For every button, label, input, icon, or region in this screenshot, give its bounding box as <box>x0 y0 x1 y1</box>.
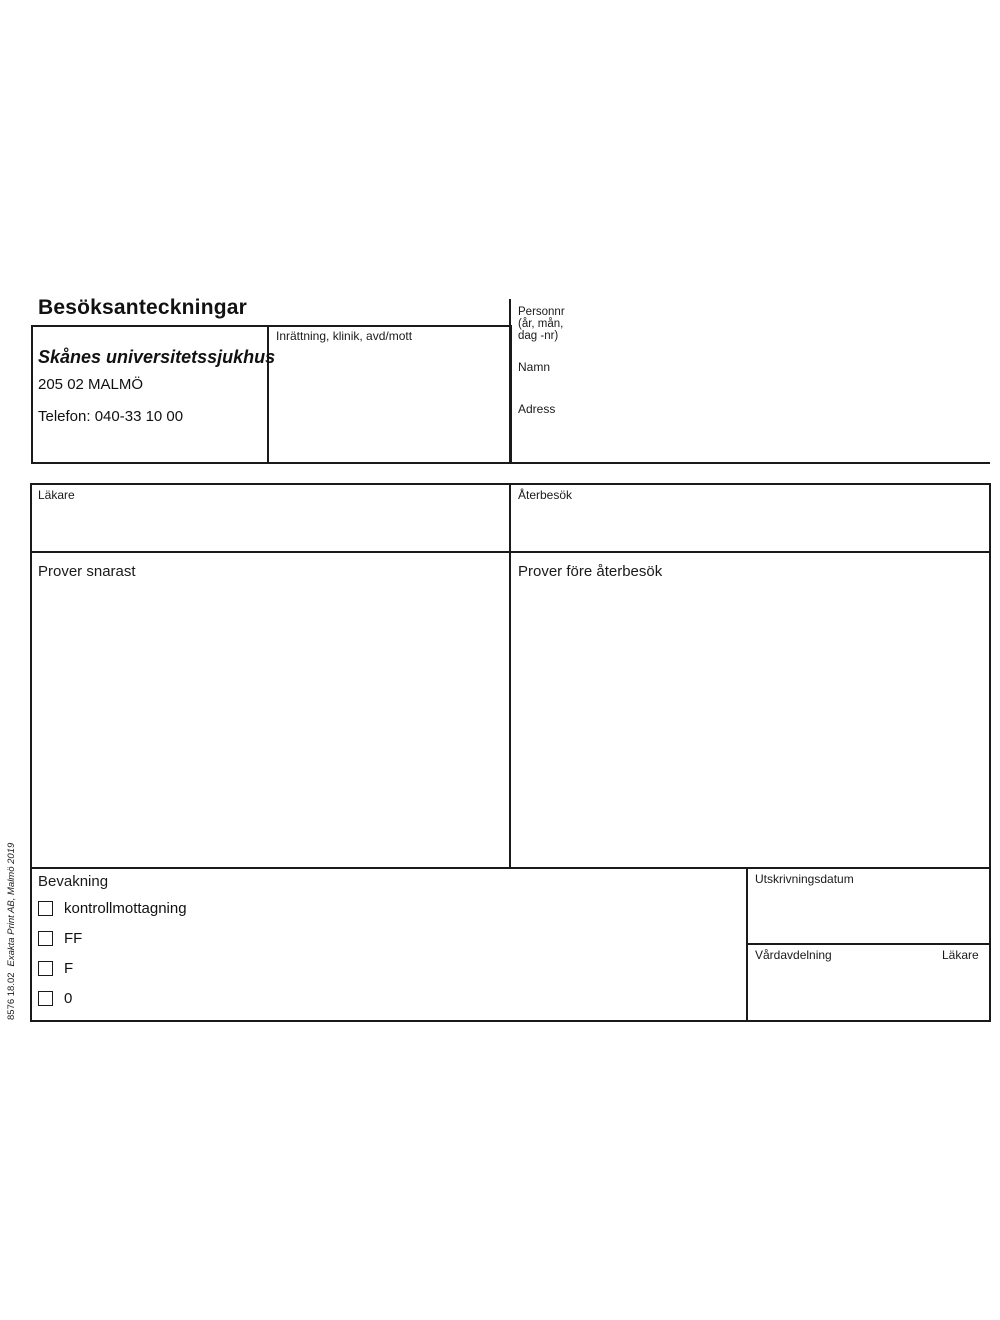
checkbox-f[interactable] <box>38 961 53 976</box>
print-code: 8576 18.02 <box>6 972 17 1020</box>
hospital-postal-address: 205 02 MALMÖ <box>38 376 144 393</box>
personnr-hint-1: (år, mån, <box>518 318 564 330</box>
doctor-field[interactable] <box>34 506 504 548</box>
tests-asap-field[interactable] <box>34 584 504 864</box>
discharge-date-field[interactable] <box>751 890 985 940</box>
name-label: Namn <box>518 360 551 374</box>
doctor-label: Läkare <box>38 488 75 502</box>
ward-field[interactable] <box>751 966 985 1016</box>
discharge-date-label: Utskrivningsdatum <box>755 872 854 886</box>
monitoring-option-label: FF <box>64 929 83 947</box>
tests-asap-label: Prover snarast <box>38 563 136 580</box>
personnr-label: Personnr <box>518 306 565 318</box>
print-info <box>6 843 17 1020</box>
patient-bottom-rule <box>509 462 990 464</box>
monitoring-option[interactable] <box>38 959 73 977</box>
ward-doctor-label: Läkare <box>942 948 979 962</box>
checkbox-ff[interactable] <box>38 931 53 946</box>
address-label: Adress <box>518 402 556 416</box>
monitoring-label: Bevakning <box>38 873 109 890</box>
checkbox-0[interactable] <box>38 991 53 1006</box>
monitoring-option[interactable] <box>38 989 72 1007</box>
revisit-label: Återbesök <box>518 488 573 502</box>
unit-field[interactable] <box>270 346 506 458</box>
ward-label: Vårdavdelning <box>755 948 832 962</box>
name-field[interactable] <box>560 352 985 390</box>
monitoring-option[interactable] <box>38 929 82 947</box>
personnr-hint-2: dag -nr) <box>518 330 559 342</box>
patient-column-divider <box>509 299 511 464</box>
hospital-phone: Telefon: 040-33 10 00 <box>38 408 184 425</box>
revisit-field[interactable] <box>514 506 984 548</box>
monitoring-option-label: kontrollmottagning <box>64 899 187 917</box>
tests-before-revisit-label: Prover före återbesök <box>518 563 663 580</box>
address-field[interactable] <box>560 396 985 456</box>
unit-field-label: Inrättning, klinik, avd/mott <box>276 329 413 343</box>
discharge-rule <box>747 943 989 945</box>
checkbox-kontrollmottagning[interactable] <box>38 901 53 916</box>
personnr-field[interactable] <box>580 304 985 344</box>
form-title: Besöksanteckningar <box>38 296 248 319</box>
printer-info: Exakta Print AB, Malmö 2019 <box>6 842 17 967</box>
monitoring-option[interactable] <box>38 899 187 917</box>
middle-divider <box>509 484 511 868</box>
hospital-name: Skånes universitetssjukhus <box>38 347 276 367</box>
monitoring-option-label: F <box>64 959 74 977</box>
monitoring-option-label: 0 <box>64 989 73 1007</box>
tests-before-revisit-field[interactable] <box>514 584 984 864</box>
